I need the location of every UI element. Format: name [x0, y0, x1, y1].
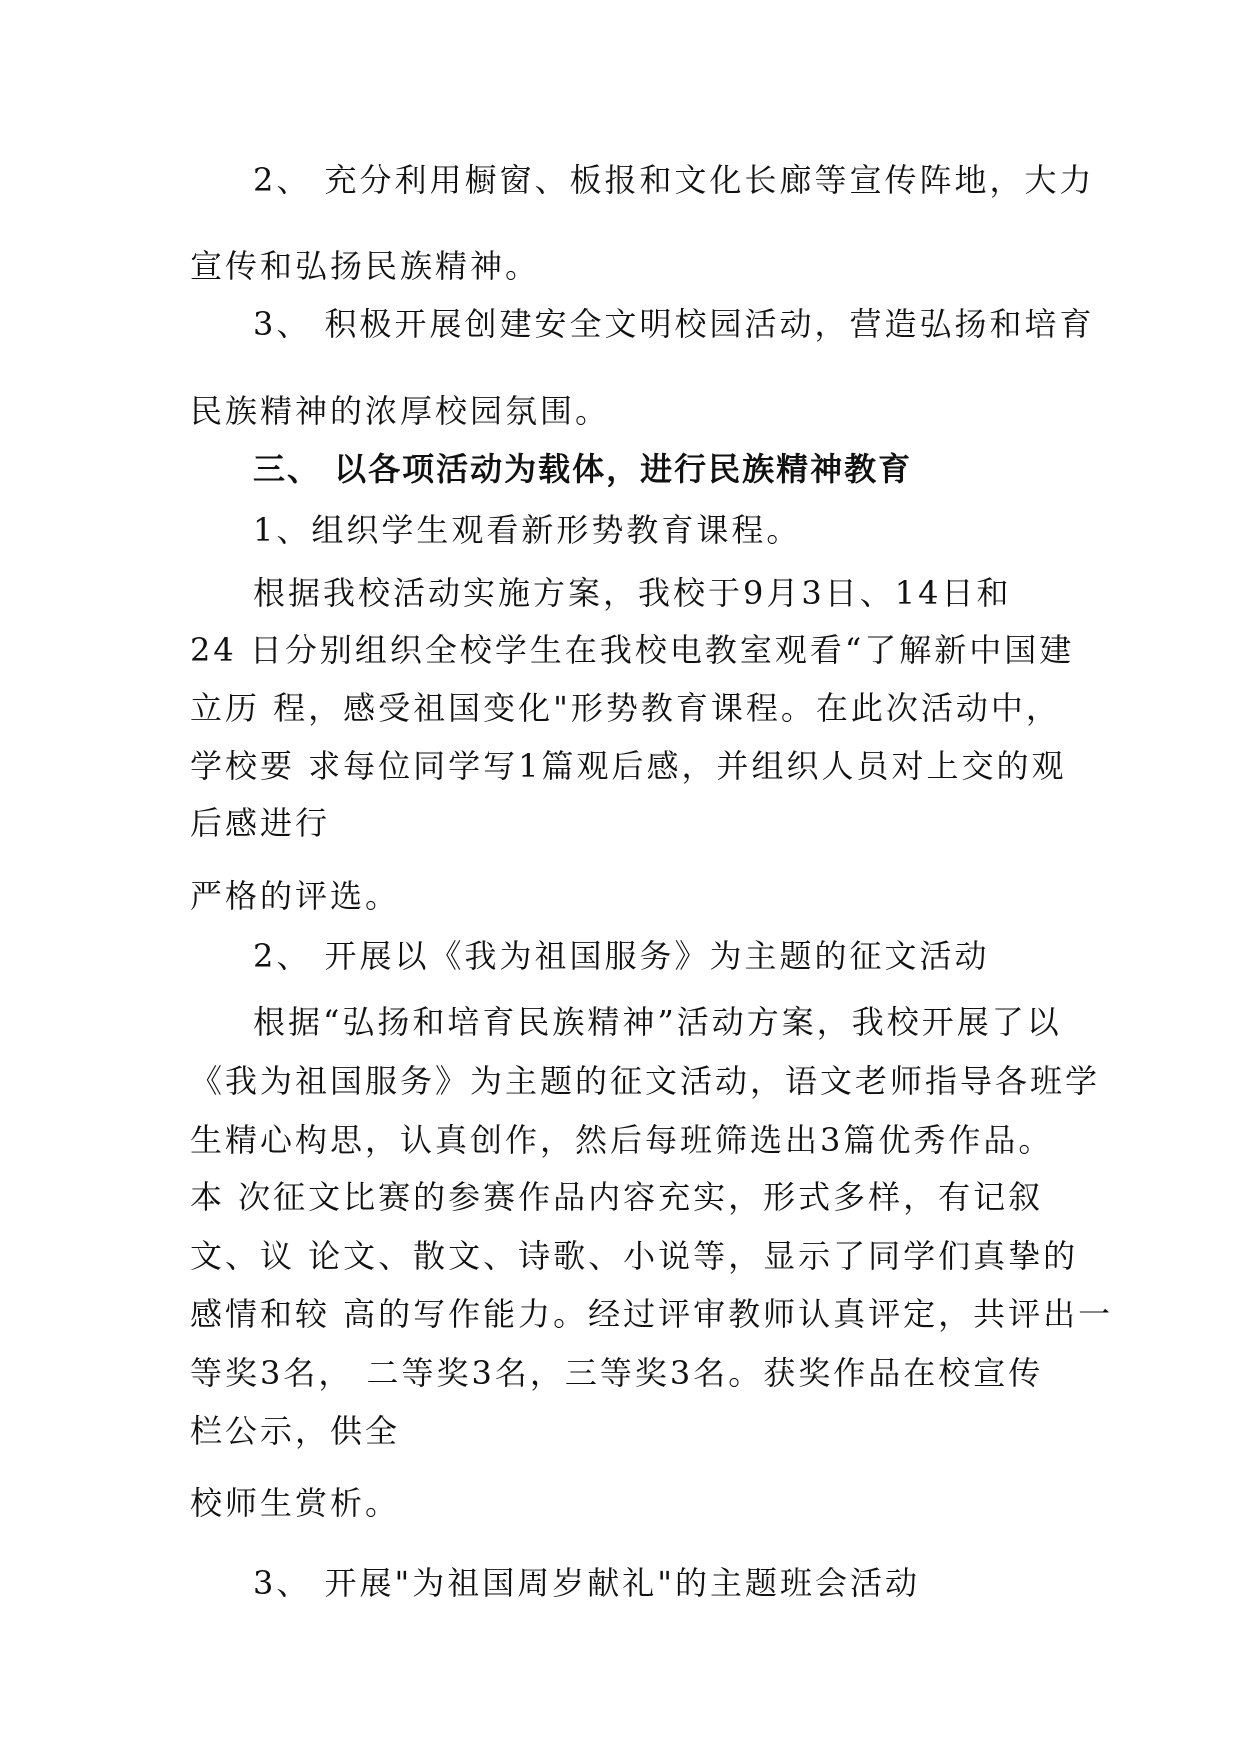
paragraph-line: 学校要 求每位同学写1篇观后感，并组织人员对上交的观 [190, 747, 1067, 785]
list-item-3: 3、 积极开展创建安全文明校园活动，营造弘扬和培育 [253, 305, 1095, 343]
subheading-3: 3、 开展"为祖国周岁献礼"的主题班会活动 [253, 1564, 920, 1602]
list-item-2: 2、 充分利用橱窗、板报和文化长廊等宣传阵地，大力 [253, 161, 1095, 199]
paragraph-line: 感情和较 高的写作能力。经过评审教师认真评定，共评出一 [190, 1295, 1114, 1333]
paragraph-line: 根据“弘扬和培育民族精神”活动方案，我校开展了以 [253, 1003, 1062, 1041]
subheading-2: 2、 开展以《我为祖国服务》为主题的征文活动 [253, 937, 990, 975]
paragraph-line: 文、议 论文、散文、诗歌、小说等，显示了同学们真挚的 [190, 1237, 1079, 1275]
paragraph-line: 后感进行 [190, 804, 331, 842]
paragraph-line: 立历 程，感受祖国变化"形势教育课程。在此次活动中， [190, 689, 1061, 727]
paragraph-line: 《我为祖国服务》为主题的征文活动，语文老师指导各班学 [190, 1062, 1101, 1100]
section-heading-3: 三、 以各项活动为载体，进行民族精神教育 [253, 450, 913, 488]
paragraph-line: 根据我校活动实施方案，我校于9月3日、14日和 [253, 574, 1012, 612]
paragraph-line: 民族精神的浓厚校园氛围。 [190, 392, 611, 430]
paragraph-line: 栏公示，供全 [190, 1412, 401, 1450]
paragraph-line: 宣传和弘扬民族精神。 [190, 247, 541, 285]
paragraph-line: 等奖3名， 二等奖3名，三等奖3名。获奖作品在校宣传 [190, 1354, 1044, 1392]
paragraph-line: 24 日分别组织全校学生在我校电教室观看“了解新中国建 [190, 631, 1075, 669]
subheading-1: 1、组织学生观看新形势教育课程。 [253, 511, 802, 549]
paragraph-line: 生精心构思，认真创作，然后每班筛选出3篇优秀作品。 [190, 1121, 1054, 1159]
paragraph-line: 严格的评选。 [190, 877, 401, 915]
paragraph-line: 校师生赏析。 [190, 1484, 401, 1522]
paragraph-line: 本 次征文比赛的参赛作品内容充实，形式多样，有记叙 [190, 1178, 1044, 1216]
